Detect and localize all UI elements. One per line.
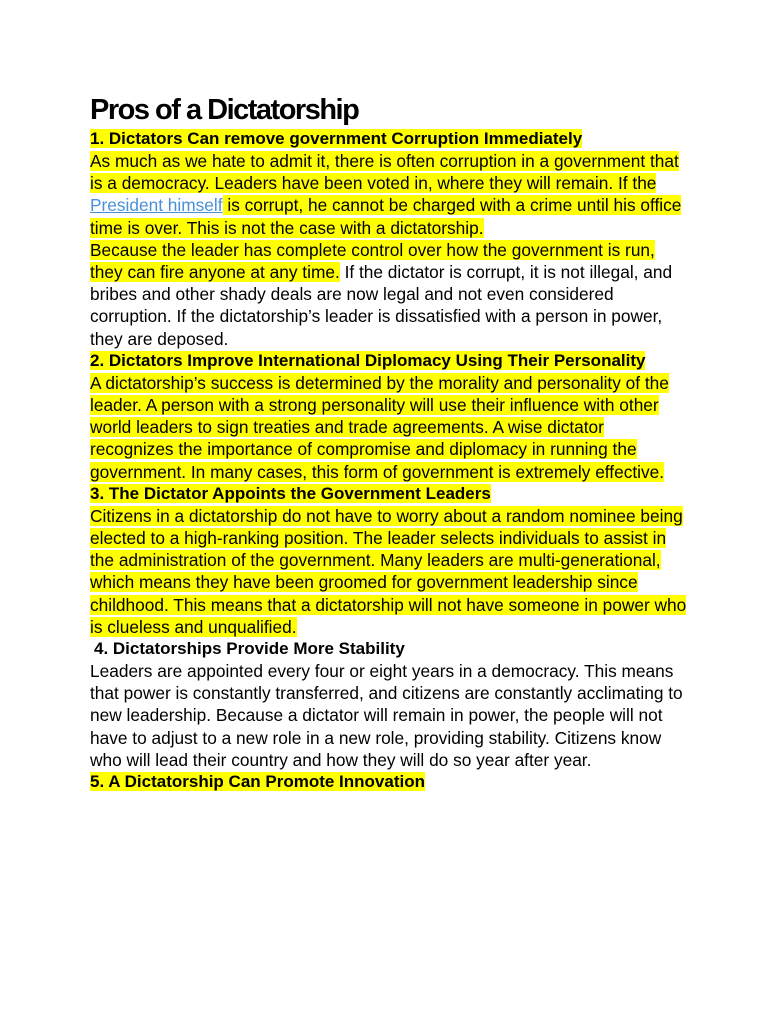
- highlighted-text: A dictatorship’s success is determined by the morality and personality of the leader. A person with a strong personality will use their influence with other world leaders to sign treaties and trade agreements. A wise dictator recognizes the importance of compromise and diplomacy in running the government. In many cases, this form of government is extremely effective.: [90, 372, 669, 482]
- section-heading-1: [90, 128, 690, 150]
- section-4-body: Leaders are appointed every four or eight years in a democracy. This means that power is constantly transferred, and citizens are constantly acclimating to new leadership. Because a dictator will remain in power, the people will not have to adjust to a new role in a new role, providing stability. Citizens know who will lead their country and how they will do so year after year.: [90, 661, 683, 770]
- president-himself-link[interactable]: President himself: [90, 195, 223, 216]
- highlighted-text: As much as we hate to admit it, there is often corruption in a government that is a democracy. Leaders have been voted in, where they will remain. If the: [90, 151, 679, 194]
- highlighted-text: Citizens in a dictatorship do not have to worry about a random nominee being elected to a high-ranking position. The leader selects individuals to assist in the administration of the government. Many leaders are multi-generational, which means they have been groomed for government leadership since childhood. This means that a dictatorship will not have someone in power who is clueless and unqualified.: [90, 505, 687, 637]
- section-3-body: [90, 505, 690, 638]
- highlighted-text: Because the leader has complete control over how the government is run, they can fire anyone at any time.: [90, 239, 655, 283]
- section-1-paragraph-2: [90, 239, 690, 350]
- section-heading-5-text: 5. A Dictatorship Can Promote Innovation: [90, 772, 425, 792]
- highlighted-text: is corrupt, he cannot be charged with a crime until his office time is over.: [90, 195, 682, 238]
- page-title: Pros of a Dictatorship: [90, 94, 359, 126]
- section-heading-2: [90, 350, 690, 372]
- section-2-body: [90, 372, 690, 483]
- highlighted-text: This is not the case with a dictatorship.: [182, 217, 484, 238]
- section-heading-5: [90, 771, 690, 793]
- section-heading-2-text: 2. Dictators Improve International Diplomacy Using Their Personality: [90, 350, 646, 370]
- section-heading-4: 4. Dictatorships Provide More Stability: [94, 639, 405, 659]
- section-heading-1-text: 1. Dictators Can remove government Corruption Immediately: [90, 129, 583, 148]
- document-page: [90, 92, 690, 793]
- section-1-paragraph-1: [90, 150, 690, 239]
- section-heading-3: [90, 483, 690, 505]
- section-heading-3-text: 3. The Dictator Appoints the Government Leaders: [90, 483, 491, 503]
- plain-text: If the dictator is corrupt, it is not illegal, and bribes and other shady deals are now legal and not even considered corruption. If the dictatorship’s leader is dissatisfied with a person in power, they are deposed.: [90, 262, 673, 349]
